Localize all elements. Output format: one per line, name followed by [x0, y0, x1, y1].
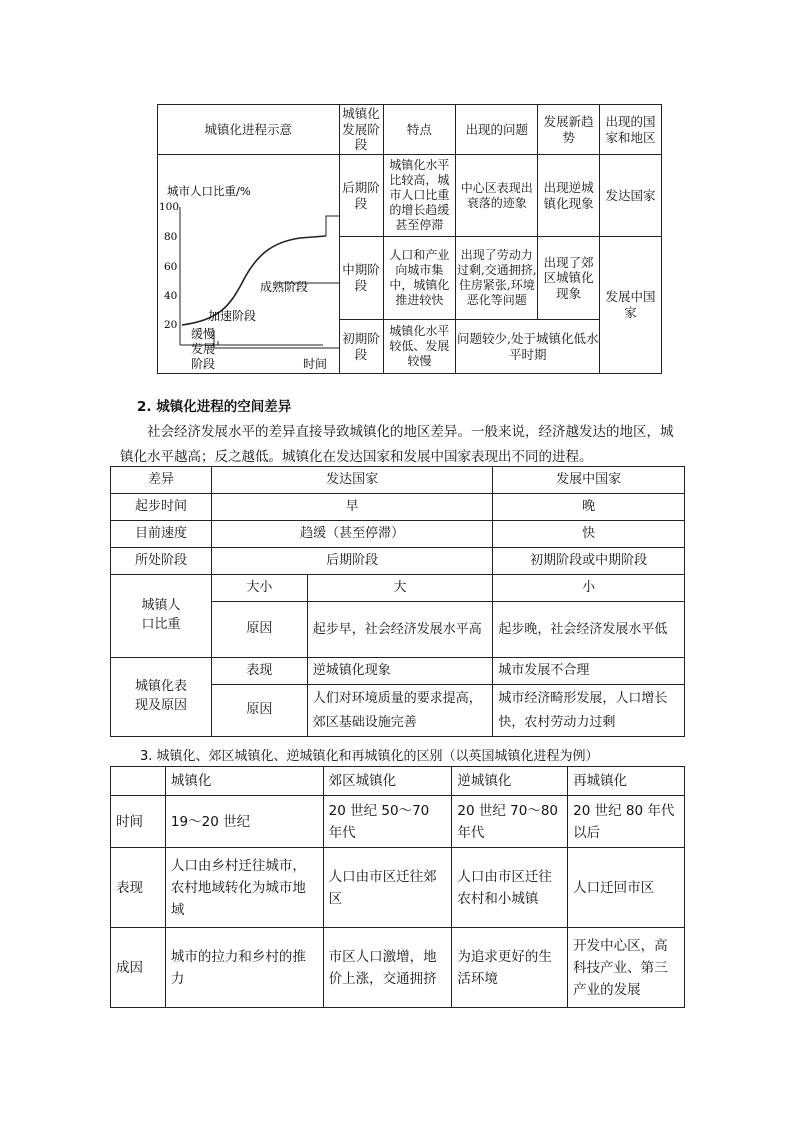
t2-size-dev: 大: [307, 575, 493, 602]
features-early: 城镇化水平较低、发展较慢: [383, 320, 456, 374]
label-mature: 成熟阶段: [260, 280, 309, 294]
header-countries: 出现的国家和地区: [600, 105, 662, 155]
label-slow-3: 阶段: [191, 357, 216, 371]
section-2-heading: 2. 城镇化进程的空间差异: [137, 399, 292, 415]
y-tick-80: 80: [164, 231, 178, 243]
stage-early: 初期阶段: [339, 320, 383, 374]
x-axis-label: 时间: [303, 357, 328, 371]
countries-developed: 发达国家: [600, 155, 662, 237]
t2-show-developing: 城市发展不合理: [493, 658, 685, 685]
t3-cell: 为追求更好的生活环境: [452, 928, 568, 1008]
stage-late: 后期阶段: [339, 155, 383, 237]
header-problems: 出现的问题: [456, 105, 538, 155]
connector-late: [326, 216, 340, 236]
t2-performance-label: 城镇化表现及原因: [111, 658, 212, 737]
t3-cell: 19～20 世纪: [165, 796, 323, 848]
t3-row-label: 表现: [111, 848, 166, 928]
problems-early: 问题较少,处于城镇化低水平时期: [456, 320, 600, 374]
y-tick-60: 60: [164, 261, 178, 273]
t2-head-developed: 发达国家: [211, 467, 492, 494]
header-trend: 发展新趋势: [538, 105, 600, 155]
t2-cell: 后期阶段: [211, 548, 492, 575]
t2-row-label: 起步时间: [111, 494, 212, 521]
t2-ratio-label: 城镇人口比重: [111, 575, 212, 658]
t3-cell: 20 世纪 70～80 年代: [452, 796, 568, 848]
t3-cell: 人口由市区迁往郊区: [323, 848, 452, 928]
t2-perf-reason-label: 原因: [211, 685, 307, 737]
label-slow-1: 缓慢: [191, 327, 216, 341]
problems-late: 中心区表现出衰落的迹象: [456, 155, 538, 237]
urbanization-curve-svg: [158, 155, 340, 374]
t2-head-developing: 发展中国家: [493, 467, 685, 494]
t3-cell: 人口由乡村迁往城市，农村地域转化为城市地域: [165, 848, 323, 928]
t2-cell: 早: [211, 494, 492, 521]
t3-head: 郊区城镇化: [323, 767, 452, 796]
t2-cell: 晚: [493, 494, 685, 521]
t2-cell: 快: [493, 521, 685, 548]
t2-row-label: 目前速度: [111, 521, 212, 548]
t2-reason-label: 原因: [211, 602, 307, 658]
t2-show-dev: 逆城镇化现象: [307, 658, 493, 685]
y-tick-20: 20: [164, 319, 178, 331]
t2-size-developing: 小: [493, 575, 685, 602]
label-slow-2: 发展: [191, 342, 216, 356]
t3-row-label: 时间: [111, 796, 166, 848]
t2-show-label: 表现: [211, 658, 307, 685]
t3-head: 城镇化: [165, 767, 323, 796]
t2-perf-reason-developing: 城市经济畸形发展，人口增长快，农村劳动力过剩: [493, 685, 685, 737]
t3-cell: 开发中心区，高科技产业、第三产业的发展: [568, 928, 685, 1008]
t3-cell: 人口由市区迁往农村和小城镇: [452, 848, 568, 928]
trend-middle: 出现了郊区城镇化现象: [538, 237, 600, 320]
t2-size-label: 大小: [211, 575, 307, 602]
spatial-difference-table: [110, 466, 685, 737]
t2-cell: 初期阶段或中期阶段: [493, 548, 685, 575]
features-middle: 人口和产业向城市集中，城镇化推进较快: [383, 237, 456, 320]
label-accelerate: 加速阶段: [208, 309, 257, 323]
t3-cell: 20 世纪 50～70 年代: [323, 796, 452, 848]
countries-developing: 发展中国家: [600, 237, 662, 374]
header-features: 特点: [383, 105, 456, 155]
problems-middle: 出现了劳动力过剩,交通拥挤,住房紧张,环境恶化等问题: [456, 237, 538, 320]
y-tick-40: 40: [164, 290, 178, 302]
t2-row-label: 所处阶段: [111, 548, 212, 575]
t3-row-label: 成因: [111, 928, 166, 1008]
urbanization-stage-table: [157, 104, 662, 374]
t3-head: 逆城镇化: [452, 767, 568, 796]
t3-cell: 城市的拉力和乡村的推力: [165, 928, 323, 1008]
t2-head-diff: 差异: [111, 467, 212, 494]
header-diagram: 城镇化进程示意: [158, 105, 340, 155]
t2-perf-reason-dev: 人们对环境质量的要求提高，郊区基础设施完善: [307, 685, 493, 737]
t3-head: 再城镇化: [568, 767, 685, 796]
stage-middle: 中期阶段: [339, 237, 383, 320]
urbanization-comparison-table: [110, 766, 685, 1008]
header-stage: 城镇化发展阶段: [339, 105, 383, 155]
t3-cell: 20 世纪 80 年代以后: [568, 796, 685, 848]
section-2-paragraph: 社会经济发展水平的差异直接导致城镇化的地区差异。一般来说，经济越发达的地区，城镇化水平越高；反之越低。城镇化在发达国家和发展中国家表现出不同的进程。: [120, 424, 674, 465]
t3-head-empty: [111, 767, 166, 796]
features-late: 城镇化水平比较高，城市人口比重的增长趋缓甚至停滞: [383, 155, 456, 237]
urbanization-curve-diagram: [158, 155, 340, 374]
t3-cell: 人口迁回市区: [568, 848, 685, 928]
section-3-heading: 3. 城镇化、郊区城镇化、逆城镇化和再城镇化的区别（以英国城镇化进程为例）: [140, 749, 599, 764]
trend-late: 出现逆城镇化现象: [538, 155, 600, 237]
t2-reason-dev: 起步早，社会经济发展水平高: [307, 602, 493, 658]
t3-cell: 市区人口激增，地价上涨，交通拥挤: [323, 928, 452, 1008]
t2-cell: 趋缓（甚至停滞）: [211, 521, 492, 548]
t2-reason-developing: 起步晚，社会经济发展水平低: [493, 602, 685, 658]
y-tick-100: 100: [159, 201, 180, 213]
y-axis-label: 城市人口比重/%: [167, 184, 251, 198]
